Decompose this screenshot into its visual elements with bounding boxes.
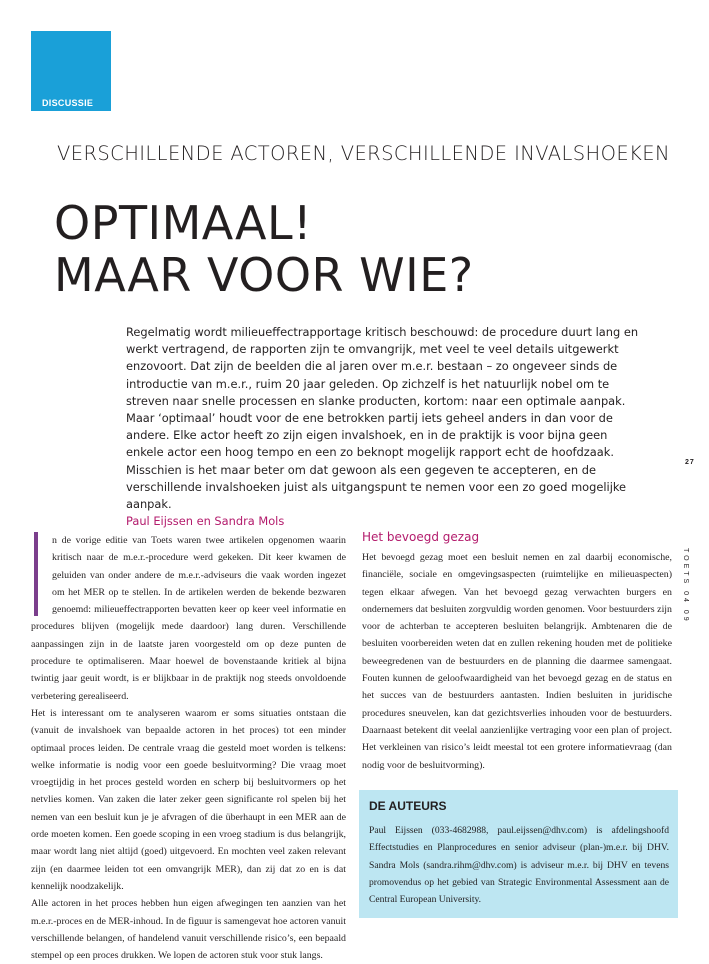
intro-authors: Paul Eijssen en Sandra Mols [126, 514, 285, 529]
section-tab [31, 31, 111, 111]
page-number: 27 [685, 459, 695, 466]
left-paragraph-3: Alle actoren in het proces hebben hun eigen afwegingen ten aanzien van het m.e.r.-proces en de MER-inhoud. In de figuur is samengevat hoe actoren vanuit verschillende belangen, of handelend vanuit verschillende risico’s, een bepaald stempel op een proces drukken. We lopen de actoren stuk voor stuk langs. [31, 898, 346, 962]
article-kicker: VERSCHILLENDE ACTOREN, VERSCHILLENDE INVALSHOEKEN [57, 142, 670, 165]
right-body-text: Het bevoegd gezag moet een besluit nemen en zal daarbij economische, financiële, sociale en omgevingsaspecten (ruimtelijke en milieuaspecten) tegen elkaar afwegen. Van het bevoegd gezag verwachten burgers en ondernemers dat besluiten zorgvuldig worden genomen. Voor bestuurders zijn voor de achterban te accepteren besluiten belangrijk. Ambtenaren die de besluiten voorbereiden weten dat en zullen rekening houden met de politieke beweegredenen van de bestuurders en de planning die daarmee samengaat. Fouten kunnen de geloofwaardigheid van het bevoegd gezag en de status en het succes van de bestuurders aantasten. Indien besluiten in juridische procedures sneuvelen, kan dat gezichtsverlies inhouden voor de bestuurders. Daarnaast betekent dit veelal aanzienlijke vertraging voor een plan of project. Het verkleinen van risico’s leidt meestal tot een grotere informatievraag (dan nodig voor de besluitvorming). [362, 552, 672, 771]
article-headline [54, 197, 474, 301]
authors-box [359, 790, 678, 918]
drop-letter [34, 532, 38, 616]
headline-line-1: OPTIMAAL! [54, 196, 313, 250]
authors-box-body: Paul Eijssen (033-4682988, paul.eijssen@dhv.com) is afdelingshoofd Effectstudies en Planprocedures en senior adviseur (plan-)m.e.r. bij DHV. Sandra Mols (sandra.rihm@dhv.com) is adviseur m.e.r. bij DHV en tevens promovendus op het gebied van Strategic Environmental Assessment aan de Central European University. [369, 825, 669, 906]
intro-paragraph [126, 324, 646, 530]
section-tab-label: DISCUSSIE [42, 98, 94, 108]
intro-text: Regelmatig wordt milieueffectrapportage kritisch beschouwd: de procedure duurt lang en werkt vertragend, de rapporten zijn te omvangrijk, met veel te veel details uitgewerkt enzovoort. Dat zijn de beelden die al jaren over m.e.r. bestaan – zo ongeveer sinds de introductie van m.e.r., ruim 20 jaar geleden. Op zichzelf is het natuurlijk nobel om te streven naar snelle processen en slanke producten, kortom: naar een optimale aanpak. Maar ‘optimaal’ houdt voor de ene betrokken partij iets geheel anders in dan voor de andere. Elke actor heeft zo zijn eigen invalshoek, en in de praktijk is voor bijna geen enkele actor een hoog tempo en een zo beknopt mogelijk rapport echt de hoofdzaak. Misschien is het maar beter om dat gewoon als een gegeven te accepteren, en de verschillende invalshoeken juist als uitgangspunt te nemen voor een zo goed mogelijke aanpak. [126, 325, 639, 512]
headline-line-2: MAAR VOOR WIE? [54, 248, 474, 302]
authors-box-heading: DE AUTEURS [369, 799, 447, 813]
left-paragraph-2: Het is interessant om te analyseren waarom er soms situaties ontstaan die (vanuit de invalshoek van bepaalde actoren in het proces) tot een minder optimaal proces leiden. De centrale vraag die gesteld moet worden is telkens: welke informatie is nodig voor een goede besluitvorming? Die vraag moet vroegtijdig in het proces gesteld worden en scherp bij besluitvormers op het netvlies komen. Van zaken die later zeker geen significante rol spelen bij het nemen van een besluit kun je je afvragen of die überhaupt in een MER aan de orde moeten komen. Een goede scoping in een vroeg stadium is dus belangrijk, maar wordt lang niet altijd (goed) uitgevoerd. En mochten veel zaken relevant zijn (en daarmee leiden tot een omvangrijk MER), dan zij dat zo en is dat kennelijk noodzakelijk. [31, 707, 346, 892]
left-paragraph-1: n de vorige editie van Toets waren twee artikelen opgenomen waarin kritisch naar de m.e.r.-procedure werd gekeken. Dit keer kwamen de geluiden van onder andere de m.e.r.-adviseurs die vaak worden ingezet om het MER op te stellen. In de artikelen werden de bekende bezwaren genoemd: milieueffectrapporten bevatten keer op keer veel informatie en procedures blijven (mogelijk mede daardoor) lang duren. Verschillende aanpassingen zijn in de laatste jaren voorgesteld om op deze punten de procedure te optimaliseren. Maar hoewel de bovenstaande kritiek al bijna twintig jaar geuit wordt, is er blijkbaar in de praktijk nog steeds onvoldoende verbetering gerealiseerd. [31, 535, 346, 702]
section-heading-bevoegd-gezag: Het bevoegd gezag [362, 530, 480, 544]
left-column [31, 532, 346, 964]
running-footer: TOETS 04 09 [682, 548, 689, 624]
right-column [362, 530, 672, 774]
